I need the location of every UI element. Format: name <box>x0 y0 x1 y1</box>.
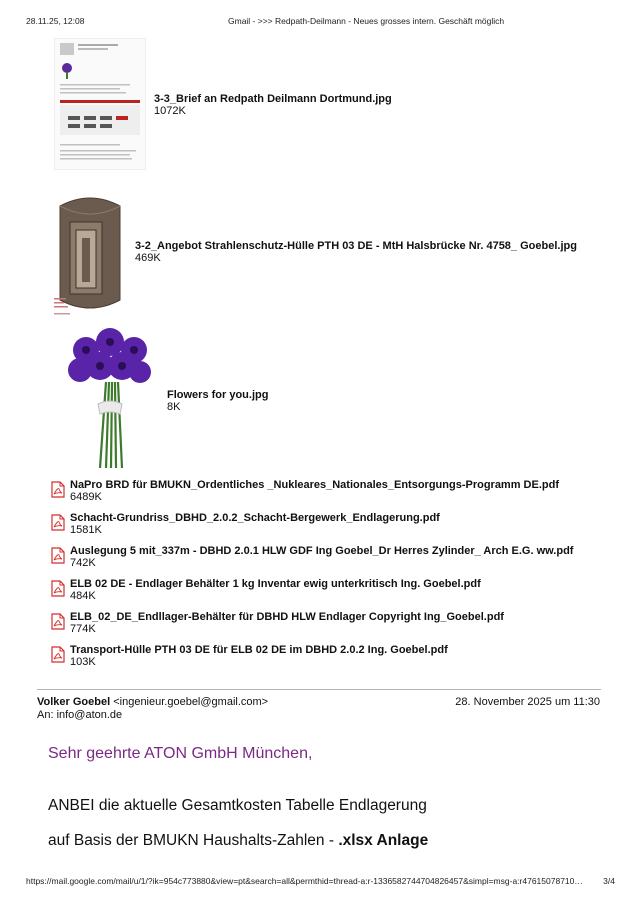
pdf-attachment-name[interactable]: ELB 02 DE - Endlager Behälter 1 kg Inventar ewig unterkritisch Ing. Goebel.pdf <box>70 578 481 590</box>
print-datetime: 28.11.25, 12:08 <box>26 16 85 26</box>
pdf-file-icon <box>51 580 65 597</box>
print-url: https://mail.google.com/mail/u/1/?ik=954c773880&view=pt&search=all&permthid=thread-a:r-1336582744704826457&simpl=msg-a:r47615078710… <box>26 876 583 886</box>
print-page-number: 3/4 <box>603 876 615 886</box>
attachment-info-flowers[interactable] <box>167 389 268 413</box>
pdf-attachment-name[interactable]: ELB_02_DE_Endllager-Behälter für DBHD HLW Endlager Copyright Ing_Goebel.pdf <box>70 611 504 623</box>
pdf-file-icon <box>51 514 65 531</box>
print-header <box>26 16 609 28</box>
attachment-info-letter[interactable] <box>154 93 392 117</box>
sender-email[interactable]: <ingenieur.goebel@gmail.com> <box>113 696 269 708</box>
pdf-attachment-name[interactable]: Auslegung 5 mit_337m - DBHD 2.0.1 HLW GDF Ing Goebel_Dr Herres Zylinder_ Arch E.G. ww.pdf <box>70 545 574 557</box>
attachment-thumbnail-offer[interactable] <box>52 188 130 320</box>
message-sender <box>37 696 268 708</box>
attachment-thumbnail-letter[interactable] <box>54 38 146 170</box>
attachment-info-offer[interactable] <box>135 240 577 264</box>
sender-name: Volker Goebel <box>37 696 111 708</box>
pdf-file-icon <box>51 481 65 498</box>
pdf-attachment-size: 103K <box>70 656 96 668</box>
pdf-file-icon <box>51 646 65 663</box>
pdf-attachment-name[interactable]: Transport-Hülle PTH 03 DE für ELB 02 DE im DBHD 2.0.2 Ing. Goebel.pdf <box>70 644 448 656</box>
body-text: auf Basis der BMUKN Haushalts-Zahlen - <box>48 832 339 849</box>
message-divider <box>37 689 601 690</box>
message-body-line <box>48 832 428 850</box>
attachment-size: 1072K <box>154 105 186 117</box>
message-date: 28. November 2025 um 11:30 <box>455 696 600 708</box>
pdf-attachment-size: 1581K <box>70 524 102 536</box>
pdf-attachment-size: 742K <box>70 557 96 569</box>
message-greeting: Sehr geehrte ATON GmbH München, <box>48 745 313 762</box>
attachment-name[interactable]: 3-3_Brief an Redpath Deilmann Dortmund.jpg <box>154 93 392 105</box>
pdf-attachment-size: 774K <box>70 623 96 635</box>
attachment-thumbnail-flowers[interactable] <box>64 328 156 470</box>
pdf-attachment-name[interactable]: Schacht-Grundriss_DBHD_2.0.2_Schacht-Bergewerk_Endlagerung.pdf <box>70 512 440 524</box>
pdf-attachment-size: 6489K <box>70 491 102 503</box>
attachment-size: 8K <box>167 401 181 413</box>
attachment-name[interactable]: 3-2_Angebot Strahlenschutz-Hülle PTH 03 DE - MtH Halsbrücke Nr. 4758_ Goebel.jpg <box>135 240 577 252</box>
pdf-file-icon <box>51 613 65 630</box>
message-body-line: ANBEI die aktuelle Gesamtkosten Tabelle Endlagerung <box>48 797 427 814</box>
print-title: Gmail - >>> Redpath-Deilmann - Neues grosses intern. Geschäft möglich <box>228 16 505 26</box>
attachment-name[interactable]: Flowers for you.jpg <box>167 389 269 401</box>
pdf-attachment-size: 484K <box>70 590 96 602</box>
attachment-size: 469K <box>135 252 161 264</box>
pdf-file-icon <box>51 547 65 564</box>
message-recipient: An: info@aton.de <box>37 709 123 721</box>
pdf-attachment-name[interactable]: NaPro BRD für BMUKN_Ordentliches _Nukleares_Nationales_Entsorgungs-Programm DE.pdf <box>70 479 559 491</box>
body-text-bold: .xlsx Anlage <box>338 832 429 849</box>
